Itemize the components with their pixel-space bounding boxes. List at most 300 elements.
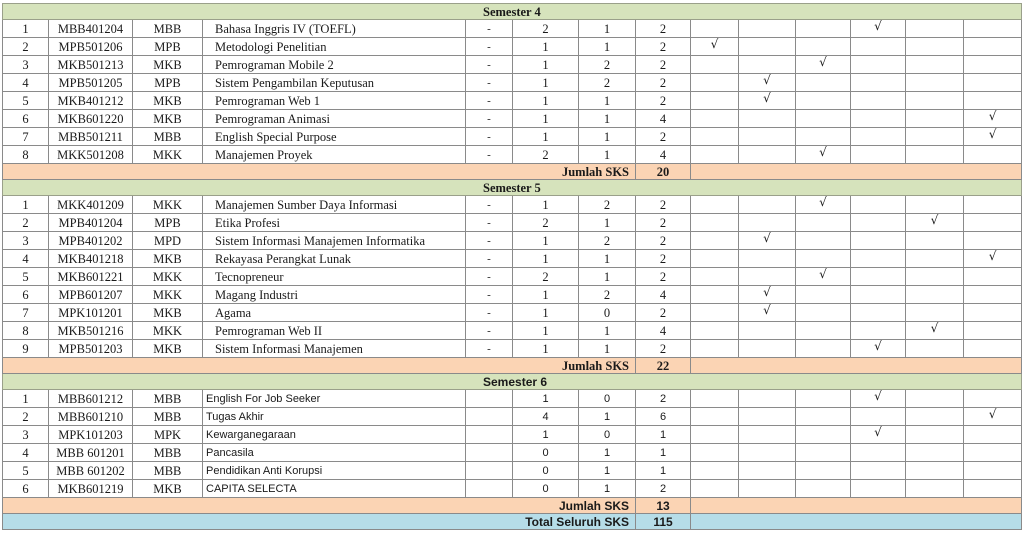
- course-check-5: [906, 268, 964, 286]
- course-code: MKB601219: [49, 480, 133, 498]
- course-row: [3, 232, 1022, 250]
- course-prerequisite: -: [466, 196, 513, 214]
- course-check-6: [964, 214, 1022, 232]
- course-check-5: [906, 340, 964, 358]
- course-no: 5: [3, 268, 49, 286]
- course-no: 5: [3, 462, 49, 480]
- course-group: MKK: [133, 286, 203, 304]
- course-check-4: [851, 250, 906, 268]
- course-check-6: [964, 444, 1022, 462]
- course-practice: 1: [579, 268, 636, 286]
- course-name: Sistem Informasi Manajemen: [203, 340, 466, 358]
- course-check-2: [739, 196, 796, 214]
- course-prerequisite: [466, 408, 513, 426]
- course-check-5: [906, 444, 964, 462]
- course-check-1: [691, 390, 739, 408]
- course-check-1: [691, 196, 739, 214]
- course-check-3: [796, 196, 851, 214]
- course-check-1: [691, 408, 739, 426]
- course-name: Tecnopreneur: [203, 268, 466, 286]
- course-code: MPB401202: [49, 232, 133, 250]
- course-check-3: [796, 408, 851, 426]
- course-sks: 2: [636, 92, 691, 110]
- course-check-5: [906, 214, 964, 232]
- course-check-3: [796, 444, 851, 462]
- course-prerequisite: [466, 390, 513, 408]
- course-check-6: [964, 128, 1022, 146]
- course-check-6: [964, 92, 1022, 110]
- course-name: Bahasa Inggris IV (TOEFL): [203, 20, 466, 38]
- course-check-5: [906, 20, 964, 38]
- course-check-2: [739, 462, 796, 480]
- course-practice: 1: [579, 20, 636, 38]
- course-check-2: [739, 444, 796, 462]
- course-group: MKB: [133, 480, 203, 498]
- course-prerequisite: -: [466, 74, 513, 92]
- course-theory: 1: [513, 74, 579, 92]
- course-check-6: [964, 110, 1022, 128]
- course-check-4: [851, 38, 906, 56]
- course-practice: 0: [579, 390, 636, 408]
- course-check-1: [691, 110, 739, 128]
- course-group: MPD: [133, 232, 203, 250]
- course-check-3: [796, 92, 851, 110]
- checkmark-icon: √: [763, 303, 771, 317]
- course-check-5: [906, 38, 964, 56]
- course-check-6: [964, 20, 1022, 38]
- course-name: English For Job Seeker: [203, 390, 466, 408]
- jumlah-sks-filler: [691, 358, 1022, 374]
- checkmark-icon: √: [930, 321, 939, 335]
- course-row: [3, 480, 1022, 498]
- course-check-6: [964, 462, 1022, 480]
- course-theory: 1: [513, 92, 579, 110]
- course-code: MBB501211: [49, 128, 133, 146]
- course-check-3: [796, 128, 851, 146]
- course-name: Pemrograman Animasi: [203, 110, 466, 128]
- course-check-6: [964, 304, 1022, 322]
- course-practice: 2: [579, 56, 636, 74]
- course-check-2: [739, 214, 796, 232]
- course-check-6: [964, 146, 1022, 164]
- total-sks-filler: [691, 514, 1022, 530]
- course-row: [3, 390, 1022, 408]
- course-check-5: [906, 146, 964, 164]
- course-prerequisite: -: [466, 128, 513, 146]
- course-check-4: [851, 146, 906, 164]
- course-check-6: [964, 426, 1022, 444]
- course-row: [3, 462, 1022, 480]
- course-prerequisite: -: [466, 92, 513, 110]
- course-group: MBB: [133, 20, 203, 38]
- checkmark-icon: √: [988, 127, 997, 141]
- course-check-1: [691, 444, 739, 462]
- course-check-3: [796, 322, 851, 340]
- course-group: MKK: [133, 196, 203, 214]
- course-code: MPK101201: [49, 304, 133, 322]
- course-prerequisite: -: [466, 232, 513, 250]
- course-group: MKB: [133, 340, 203, 358]
- jumlah-sks-label: Jumlah SKS: [3, 164, 636, 180]
- course-check-3: [796, 426, 851, 444]
- course-check-5: [906, 322, 964, 340]
- course-prerequisite: [466, 480, 513, 498]
- course-check-3: [796, 340, 851, 358]
- course-check-4: [851, 196, 906, 214]
- checkmark-icon: √: [874, 425, 882, 439]
- checkmark-icon: √: [988, 109, 997, 123]
- course-check-3: [796, 74, 851, 92]
- course-name: Kewarganegaraan: [203, 426, 466, 444]
- course-code: MPB501203: [49, 340, 133, 358]
- course-sks: 1: [636, 426, 691, 444]
- course-no: 7: [3, 304, 49, 322]
- course-prerequisite: -: [466, 146, 513, 164]
- course-check-3: [796, 20, 851, 38]
- course-group: MKK: [133, 268, 203, 286]
- course-group: MKK: [133, 322, 203, 340]
- course-check-2: [739, 56, 796, 74]
- course-group: MBB: [133, 128, 203, 146]
- course-check-1: [691, 74, 739, 92]
- checkmark-icon: √: [819, 145, 827, 159]
- course-check-2: [739, 390, 796, 408]
- course-code: MKB601220: [49, 110, 133, 128]
- course-sks: 2: [636, 56, 691, 74]
- checkmark-icon: √: [988, 249, 997, 263]
- checkmark-icon: √: [988, 407, 997, 421]
- course-check-2: [739, 304, 796, 322]
- course-row: [3, 214, 1022, 232]
- course-name: Pemrograman Web 1: [203, 92, 466, 110]
- course-check-1: [691, 322, 739, 340]
- checkmark-icon: √: [874, 389, 882, 403]
- semester-header-row: [3, 4, 1022, 20]
- checkmark-icon: √: [819, 55, 827, 69]
- course-check-6: [964, 322, 1022, 340]
- course-code: MPK101203: [49, 426, 133, 444]
- course-check-1: [691, 286, 739, 304]
- course-theory: 2: [513, 146, 579, 164]
- course-theory: 0: [513, 462, 579, 480]
- course-check-1: [691, 304, 739, 322]
- checkmark-icon: √: [763, 285, 771, 299]
- course-theory: 1: [513, 128, 579, 146]
- course-check-1: [691, 268, 739, 286]
- course-practice: 2: [579, 74, 636, 92]
- course-row: [3, 38, 1022, 56]
- course-theory: 2: [513, 20, 579, 38]
- course-check-4: [851, 20, 906, 38]
- total-sks-row: [3, 514, 1022, 530]
- course-name: Manajemen Sumber Daya Informasi: [203, 196, 466, 214]
- course-code: MBB601210: [49, 408, 133, 426]
- course-check-1: [691, 146, 739, 164]
- course-prerequisite: -: [466, 268, 513, 286]
- semester-title: Semester 6: [3, 374, 1022, 390]
- course-practice: 1: [579, 38, 636, 56]
- course-check-1: [691, 56, 739, 74]
- course-check-2: [739, 250, 796, 268]
- course-sks: 2: [636, 480, 691, 498]
- course-theory: 1: [513, 426, 579, 444]
- course-check-5: [906, 92, 964, 110]
- course-practice: 1: [579, 444, 636, 462]
- course-practice: 1: [579, 214, 636, 232]
- course-theory: 0: [513, 480, 579, 498]
- course-practice: 1: [579, 92, 636, 110]
- course-check-1: [691, 92, 739, 110]
- course-check-6: [964, 196, 1022, 214]
- course-group: MKB: [133, 250, 203, 268]
- course-check-5: [906, 196, 964, 214]
- course-name: Rekayasa Perangkat Lunak: [203, 250, 466, 268]
- course-practice: 0: [579, 304, 636, 322]
- course-code: MKK401209: [49, 196, 133, 214]
- semester-title: Semester 5: [3, 180, 1022, 196]
- course-name: Pendidikan Anti Korupsi: [203, 462, 466, 480]
- course-theory: 1: [513, 304, 579, 322]
- checkmark-icon: √: [763, 231, 771, 245]
- course-no: 2: [3, 214, 49, 232]
- course-no: 8: [3, 322, 49, 340]
- semester-header-row: [3, 180, 1022, 196]
- course-code: MBB 601202: [49, 462, 133, 480]
- course-practice: 1: [579, 480, 636, 498]
- course-name: Metodologi Penelitian: [203, 38, 466, 56]
- course-check-4: [851, 480, 906, 498]
- semester-title: Semester 4: [3, 4, 1022, 20]
- course-prerequisite: -: [466, 322, 513, 340]
- course-group: MPB: [133, 38, 203, 56]
- course-check-2: [739, 480, 796, 498]
- course-no: 8: [3, 146, 49, 164]
- course-prerequisite: -: [466, 304, 513, 322]
- course-check-3: [796, 38, 851, 56]
- course-prerequisite: -: [466, 56, 513, 74]
- course-check-4: [851, 340, 906, 358]
- course-check-1: [691, 232, 739, 250]
- course-code: MBB601212: [49, 390, 133, 408]
- course-sks: 2: [636, 74, 691, 92]
- course-check-6: [964, 340, 1022, 358]
- course-sks: 4: [636, 322, 691, 340]
- course-prerequisite: [466, 426, 513, 444]
- course-check-5: [906, 286, 964, 304]
- course-check-2: [739, 232, 796, 250]
- course-check-2: [739, 38, 796, 56]
- course-check-4: [851, 322, 906, 340]
- course-check-5: [906, 426, 964, 444]
- course-name: Manajemen Proyek: [203, 146, 466, 164]
- course-check-3: [796, 146, 851, 164]
- checkmark-icon: √: [763, 73, 771, 87]
- course-row: [3, 196, 1022, 214]
- course-code: MKB501213: [49, 56, 133, 74]
- course-check-6: [964, 250, 1022, 268]
- course-check-2: [739, 340, 796, 358]
- course-theory: 1: [513, 322, 579, 340]
- course-theory: 2: [513, 214, 579, 232]
- course-group: MKB: [133, 92, 203, 110]
- total-sks-label: Total Seluruh SKS: [3, 514, 636, 530]
- course-check-6: [964, 408, 1022, 426]
- course-theory: 1: [513, 232, 579, 250]
- course-row: [3, 304, 1022, 322]
- course-practice: 1: [579, 250, 636, 268]
- course-sks: 1: [636, 444, 691, 462]
- course-check-1: [691, 426, 739, 444]
- course-prerequisite: -: [466, 38, 513, 56]
- course-sks: 2: [636, 340, 691, 358]
- course-check-6: [964, 38, 1022, 56]
- course-theory: 2: [513, 268, 579, 286]
- checkmark-icon: √: [874, 19, 882, 33]
- course-theory: 4: [513, 408, 579, 426]
- course-check-5: [906, 74, 964, 92]
- course-check-6: [964, 480, 1022, 498]
- course-check-3: [796, 110, 851, 128]
- course-name: Agama: [203, 304, 466, 322]
- course-prerequisite: -: [466, 214, 513, 232]
- course-check-3: [796, 232, 851, 250]
- jumlah-sks-row: [3, 498, 1022, 514]
- course-name: Pemrograman Web II: [203, 322, 466, 340]
- course-name: Sistem Informasi Manajemen Informatika: [203, 232, 466, 250]
- course-check-4: [851, 390, 906, 408]
- course-no: 3: [3, 232, 49, 250]
- course-no: 1: [3, 196, 49, 214]
- course-sks: 2: [636, 390, 691, 408]
- course-check-1: [691, 20, 739, 38]
- jumlah-sks-label: Jumlah SKS: [3, 358, 636, 374]
- course-code: MBB401204: [49, 20, 133, 38]
- course-sks: 2: [636, 268, 691, 286]
- semester-header-row: [3, 374, 1022, 390]
- course-sks: 4: [636, 146, 691, 164]
- course-no: 1: [3, 390, 49, 408]
- course-code: MPB501206: [49, 38, 133, 56]
- course-group: MBB: [133, 408, 203, 426]
- course-check-1: [691, 462, 739, 480]
- course-check-1: [691, 38, 739, 56]
- course-practice: 1: [579, 340, 636, 358]
- course-no: 6: [3, 286, 49, 304]
- course-check-1: [691, 480, 739, 498]
- jumlah-sks-label: Jumlah SKS: [3, 498, 636, 514]
- course-row: [3, 74, 1022, 92]
- course-practice: 1: [579, 322, 636, 340]
- course-check-2: [739, 268, 796, 286]
- course-group: MBB: [133, 444, 203, 462]
- jumlah-sks-value: 22: [636, 358, 691, 374]
- course-name: Pemrograman Mobile 2: [203, 56, 466, 74]
- course-check-5: [906, 462, 964, 480]
- course-row: [3, 146, 1022, 164]
- course-name: Tugas Akhir: [203, 408, 466, 426]
- course-theory: 1: [513, 56, 579, 74]
- course-no: 3: [3, 56, 49, 74]
- course-sks: 2: [636, 38, 691, 56]
- course-name: Pancasila: [203, 444, 466, 462]
- course-theory: 1: [513, 38, 579, 56]
- course-check-4: [851, 408, 906, 426]
- course-prerequisite: [466, 462, 513, 480]
- course-check-1: [691, 128, 739, 146]
- course-check-5: [906, 250, 964, 268]
- course-check-5: [906, 128, 964, 146]
- course-check-3: [796, 56, 851, 74]
- course-row: [3, 110, 1022, 128]
- course-check-2: [739, 322, 796, 340]
- course-no: 2: [3, 408, 49, 426]
- jumlah-sks-row: [3, 164, 1022, 180]
- course-practice: 1: [579, 146, 636, 164]
- course-row: [3, 92, 1022, 110]
- course-practice: 0: [579, 426, 636, 444]
- course-no: 4: [3, 74, 49, 92]
- course-sks: 2: [636, 214, 691, 232]
- course-name: CAPITA SELECTA: [203, 480, 466, 498]
- course-sks: 6: [636, 408, 691, 426]
- course-code: MKB401218: [49, 250, 133, 268]
- course-sks: 1: [636, 462, 691, 480]
- course-no: 4: [3, 250, 49, 268]
- jumlah-sks-filler: [691, 498, 1022, 514]
- course-practice: 2: [579, 232, 636, 250]
- course-row: [3, 426, 1022, 444]
- course-row: [3, 286, 1022, 304]
- course-check-6: [964, 232, 1022, 250]
- course-code: MKK501208: [49, 146, 133, 164]
- course-practice: 1: [579, 128, 636, 146]
- course-check-2: [739, 20, 796, 38]
- course-check-6: [964, 286, 1022, 304]
- course-code: MPB401204: [49, 214, 133, 232]
- course-sks: 2: [636, 20, 691, 38]
- course-practice: 1: [579, 408, 636, 426]
- course-group: MPK: [133, 426, 203, 444]
- course-check-3: [796, 268, 851, 286]
- course-check-4: [851, 462, 906, 480]
- course-sks: 2: [636, 304, 691, 322]
- course-check-3: [796, 214, 851, 232]
- course-name: Magang Industri: [203, 286, 466, 304]
- course-name: Etika Profesi: [203, 214, 466, 232]
- course-check-3: [796, 304, 851, 322]
- course-no: 5: [3, 92, 49, 110]
- course-no: 6: [3, 480, 49, 498]
- checkmark-icon: √: [874, 339, 882, 353]
- course-check-6: [964, 268, 1022, 286]
- course-group: MKB: [133, 304, 203, 322]
- course-theory: 1: [513, 286, 579, 304]
- course-row: [3, 20, 1022, 38]
- course-prerequisite: -: [466, 340, 513, 358]
- course-sks: 2: [636, 232, 691, 250]
- course-group: MKB: [133, 110, 203, 128]
- course-check-6: [964, 74, 1022, 92]
- course-theory: 1: [513, 250, 579, 268]
- course-group: MPB: [133, 214, 203, 232]
- course-check-3: [796, 462, 851, 480]
- course-sks: 4: [636, 110, 691, 128]
- course-row: [3, 340, 1022, 358]
- course-theory: 1: [513, 110, 579, 128]
- course-check-4: [851, 286, 906, 304]
- course-no: 7: [3, 128, 49, 146]
- course-group: MBB: [133, 462, 203, 480]
